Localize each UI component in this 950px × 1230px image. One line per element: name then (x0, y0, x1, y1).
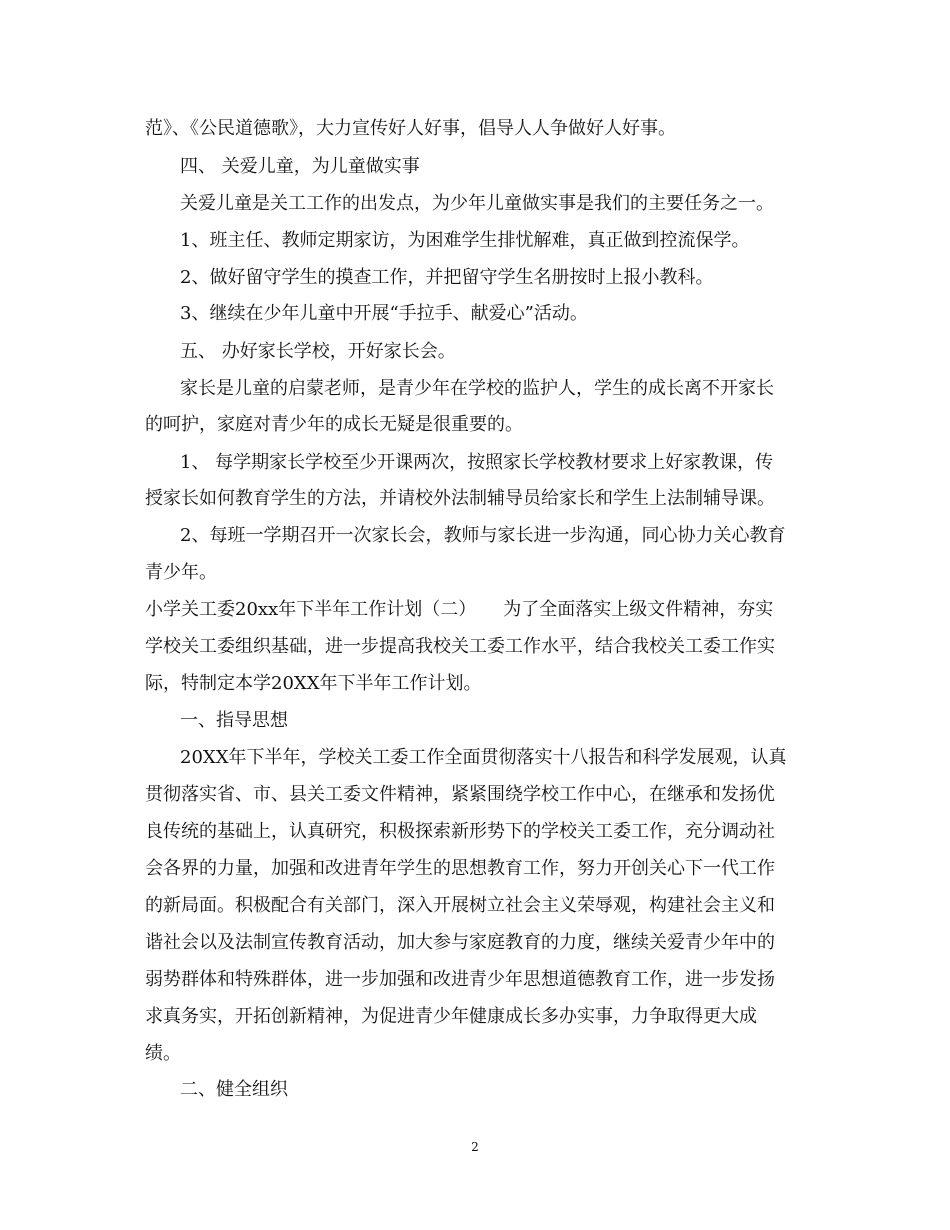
text-line: 际，特制定本学20XX年下半年工作计划。 (145, 673, 482, 694)
text-line: 授家长如何教育学生的方法，并请校外法制辅导员给家长和学生上法制辅导课。 (145, 488, 775, 509)
text-line: 学校关工委组织基础，进一步提高我校关工委工作水平，结合我校关工委工作实 (145, 636, 775, 657)
text-line: 绩。 (145, 1043, 181, 1064)
document-title-line: 小学关工委20xx年下半年工作计划（二） 为了全面落实上级文件精神，夯实 (145, 599, 774, 620)
list-item: 1、班主任、教师定期家访，为困难学生排忧解难，真正做到控流保学。 (180, 230, 750, 251)
list-item: 2、做好留守学生的摸查工作，并把留守学生名册按时上报小教科。 (180, 267, 714, 288)
list-item: 1、 每学期家长学校至少开课两次，按照家长学校教材要求上好家教课，传 (180, 452, 774, 473)
text-line: 青少年。 (145, 562, 217, 583)
list-item: 2、每班一学期召开一次家长会，教师与家长进一步沟通，同心协力关心教育 (180, 525, 786, 546)
text-line: 的呵护，家庭对青少年的成长无疑是很重要的。 (145, 414, 523, 435)
text-line: 谐社会以及法制宣传教育活动，加大参与家庭教育的力度，继续关爱青少年中的 (145, 932, 775, 953)
text-line: 弱势群体和特殊群体，进一步加强和改进青少年思想道德教育工作，进一步发扬 (145, 969, 775, 990)
text-line: 的新局面。积极配合有关部门，深入开展树立社会主义荣辱观，构建社会主义和 (145, 895, 775, 916)
text-line: 范》、《公民道德歌》，大力宣传好人好事，倡导人人争做好人好事。 (145, 118, 676, 139)
section-heading: 一、指导思想 (180, 710, 288, 731)
text-line: 家长是儿童的启蒙老师，是青少年在学校的监护人，学生的成长离不开家长 (180, 378, 774, 399)
text-line: 关爱儿童是关工工作的出发点，为少年儿童做实事是我们的主要任务之一。 (180, 193, 774, 214)
text-line: 贯彻落实省、市、县关工委文件精神，紧紧围绕学校工作中心，在继承和发扬优 (145, 784, 775, 805)
text-line: 良传统的基础上，认真研究，积极探索新形势下的学校关工委工作，充分调动社 (145, 821, 775, 842)
page-number: 2 (471, 1140, 479, 1154)
section-heading: 四、 关爱儿童，为儿童做实事 (180, 156, 420, 177)
text-line: 会各界的力量，加强和改进青年学生的思想教育工作，努力开创关心下一代工作 (145, 858, 775, 879)
list-item: 3、继续在少年儿童中开展“手拉手、献爱心”活动。 (180, 303, 588, 324)
section-heading: 五、 办好家长学校，开好家长会。 (180, 341, 456, 362)
section-heading: 二、健全组织 (180, 1079, 288, 1100)
text-line: 求真务实，开拓创新精神，为促进青少年健康成长多办实事，力争取得更大成 (145, 1006, 757, 1027)
text-line: 20XX年下半年，学校关工委工作全面贯彻落实十八报告和科学发展观，认真 (180, 747, 787, 768)
